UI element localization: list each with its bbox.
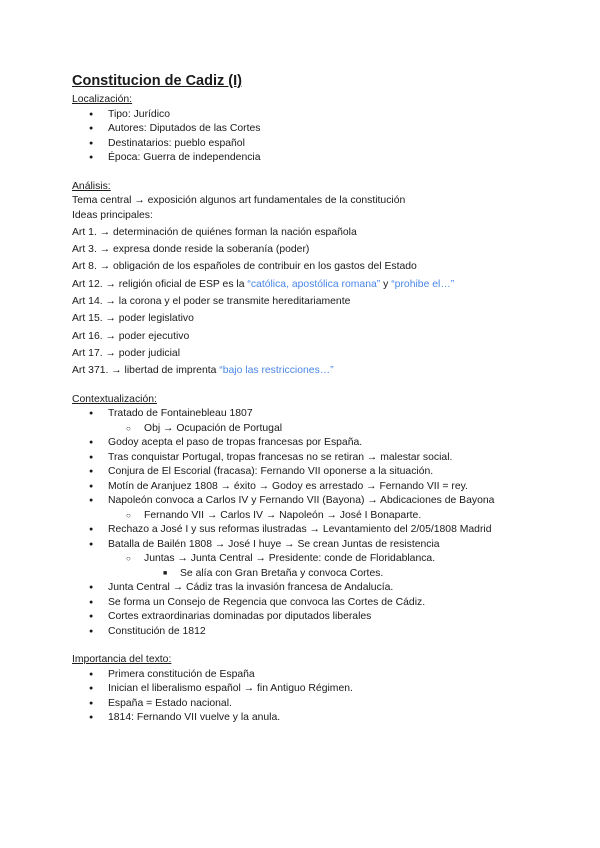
article-line: Art 1. → determinación de quiénes forman la nación española (72, 226, 357, 238)
list-item: ● Conjura de El Escorial (fracasa): Fernando VII oponerse a la situación. (72, 465, 600, 480)
list-item: ● Godoy acepta el paso de tropas francesas por España. (72, 436, 600, 451)
localizacion-list (72, 108, 600, 166)
importancia-list (72, 668, 600, 726)
section-heading-importancia: Importancia del texto: (72, 654, 172, 666)
article-line: Art 14. → la corona y el poder se transmite hereditariamente (72, 295, 351, 307)
articles-list (72, 226, 600, 379)
list-item: ● Destinatarios: pueblo español (72, 137, 600, 152)
article-line: Art 15. → poder legislativo (72, 313, 194, 325)
article-line: Art 3. → expresa donde reside la soberanía (poder) (72, 244, 310, 256)
list-item: ● Tratado de Fontainebleau 1807 (72, 407, 600, 422)
list-item: ● España = Estado nacional. (72, 697, 600, 712)
article-line: Art 17. → poder judicial (72, 347, 181, 359)
list-item: ● Inician el liberalismo español → fin Antiguo Régimen. (72, 682, 600, 697)
list-item: ● Época: Guerra de independencia (72, 151, 600, 166)
list-item: ○ Juntas → Junta Central → Presidente: conde de Floridablanca. (72, 552, 600, 567)
quote-text: “católica, apostólica romana” (247, 278, 381, 290)
quote-text: “bajo las restricciones…” (219, 365, 334, 377)
ideas-principales-label: Ideas principales: (72, 209, 153, 221)
section-heading-localizacion: Localización: (72, 94, 133, 105)
list-item: ● Se forma un Consejo de Regencia que convoca las Cortes de Cádiz. (72, 596, 600, 611)
article-line: Art 16. → poder ejecutivo (72, 330, 190, 342)
article-line: Art 8. → obligación de los españoles de contribuir en los gastos del Estado (72, 261, 417, 273)
list-item: ● Junta Central → Cádiz tras la invasión francesa de Andalucía. (72, 581, 600, 596)
list-item: ● Constitución de 1812 (72, 625, 600, 640)
list-item: ● Autores: Diputados de las Cortes (72, 122, 600, 137)
list-item: ○ Obj → Ocupación de Portugal (72, 422, 600, 437)
document-title: Constitucion de Cadiz (I) (72, 73, 242, 89)
list-item: ● Tras conquistar Portugal, tropas francesas no se retiran → malestar social. (72, 451, 600, 466)
list-item: ● Primera constitución de España (72, 668, 600, 683)
section-heading-analisis: Análisis: (72, 180, 111, 192)
article-line: Art 12. → religión oficial de ESP es la “católica, apostólica romana” y “prohibe el…” (72, 278, 455, 290)
section-heading-contextualizacion: Contextualización: (72, 393, 157, 405)
contextualizacion-list (72, 407, 600, 639)
list-item: ● 1814: Fernando VII vuelve y la anula. (72, 711, 600, 726)
article-line: Art 371. → libertad de imprenta “bajo las restricciones…” (72, 365, 334, 377)
list-item: ■ Se alía con Gran Bretaña y convoca Cortes. (72, 567, 600, 582)
list-item: ● Tipo: Jurídico (72, 108, 600, 123)
list-item: ● Rechazo a José I y sus reformas ilustradas → Levantamiento del 2/05/1808 Madrid (72, 523, 600, 538)
list-item: ● Motín de Aranjuez 1808 → éxito → Godoy es arrestado → Fernando VII = rey. (72, 480, 600, 495)
tema-central: Tema central → exposición algunos art fundamentales de la constitución (72, 195, 406, 206)
list-item: ○ Fernando VII → Carlos IV → Napoleón → José I Bonaparte. (72, 509, 600, 524)
list-item: ● Batalla de Bailén 1808 → José I huye → Se crean Juntas de resistencia (72, 538, 600, 553)
list-item: ● Cortes extraordinarias dominadas por diputados liberales (72, 610, 600, 625)
quote-text: “prohibe el…” (391, 278, 455, 290)
list-item: ● Napoleón convoca a Carlos IV y Fernando VII (Bayona) → Abdicaciones de Bayona (72, 494, 600, 509)
